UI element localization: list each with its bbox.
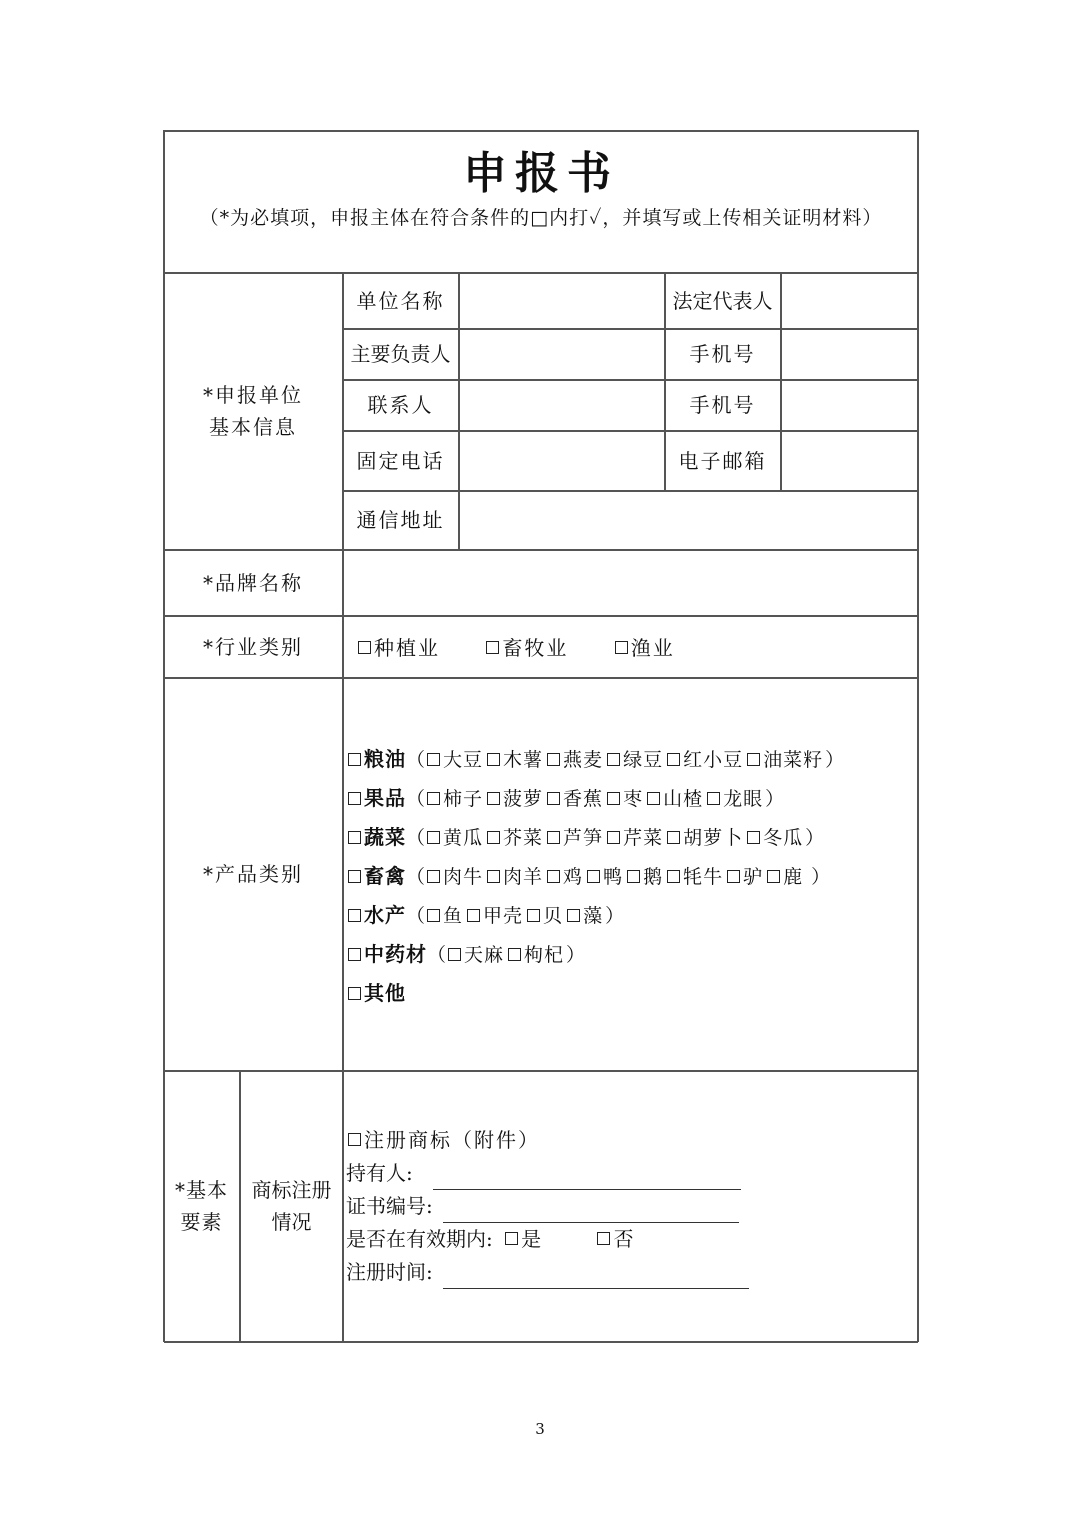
product-option[interactable] [485, 866, 543, 888]
product-option-label: 驴 [743, 866, 764, 888]
validity-yes-option[interactable]: 是 [503, 1227, 541, 1251]
checkbox-icon[interactable] [487, 792, 500, 805]
checkbox-icon[interactable] [747, 753, 760, 766]
product-option-label: 天麻 [464, 944, 505, 966]
product-option[interactable] [565, 905, 603, 927]
checkbox-icon[interactable] [567, 909, 580, 922]
basic-info-label [164, 273, 342, 549]
brand-label: *品牌名称 [203, 570, 303, 595]
product-option-label: 芦笋 [563, 827, 604, 849]
product-option[interactable] [705, 788, 763, 810]
checkbox-icon[interactable] [707, 792, 720, 805]
reg-time-input-line[interactable] [443, 1266, 749, 1289]
product-option-label: 鹅 [643, 866, 664, 888]
product-option-label: 甲壳 [483, 905, 524, 927]
close-paren: ） [805, 827, 825, 849]
checkbox-icon[interactable] [358, 641, 371, 654]
holder-input-line[interactable] [433, 1167, 741, 1190]
product-option-label: 鱼 [443, 905, 464, 927]
checkbox-icon[interactable] [348, 870, 361, 883]
product-option[interactable] [765, 866, 803, 888]
form-title: 申报书 [463, 148, 619, 199]
product-option[interactable] [545, 788, 603, 810]
validity-row: 是否在有效期内: 是 否 [346, 1227, 634, 1251]
product-option[interactable] [585, 866, 623, 888]
trademark-details [346, 1124, 749, 1289]
contact-label: 联系人 [367, 393, 434, 417]
product-option[interactable] [545, 866, 583, 888]
validity-no-option[interactable]: 否 [595, 1227, 633, 1251]
phone-label: 固定电话 [356, 448, 445, 473]
product-category-name: 中药材 [364, 942, 427, 966]
product-category-name: 其他 [364, 981, 406, 1005]
product-option[interactable] [425, 749, 483, 771]
address-label: 通信地址 [356, 508, 445, 532]
product-option[interactable] [525, 905, 563, 927]
product-option-label: 柿子 [443, 788, 484, 810]
checkbox-icon[interactable] [597, 1232, 610, 1245]
product-option[interactable] [545, 749, 603, 771]
product-option-label: 红小豆 [683, 749, 744, 771]
product-option[interactable] [625, 866, 663, 888]
checkbox-icon[interactable] [747, 831, 760, 844]
page-number: 3 [535, 1420, 545, 1438]
checkbox-icon[interactable] [607, 753, 620, 766]
checkbox-icon[interactable] [448, 948, 461, 961]
trademark-label-line2: 情况 [271, 1210, 312, 1234]
email-field[interactable] [782, 432, 916, 489]
checkbox-icon[interactable] [427, 831, 440, 844]
close-paren: ） [765, 788, 785, 810]
product-category-row [346, 818, 918, 857]
product-option-label: 山楂 [663, 788, 704, 810]
checkbox-icon[interactable] [427, 909, 440, 922]
checkbox-icon[interactable] [647, 792, 660, 805]
close-paren: ） [805, 866, 831, 888]
checkbox-icon[interactable] [587, 870, 600, 883]
product-option-label: 肉牛 [443, 866, 484, 888]
product-option[interactable] [605, 749, 663, 771]
checkbox-icon[interactable] [547, 831, 560, 844]
product-category-row [346, 779, 918, 818]
contact-field[interactable] [460, 381, 663, 429]
checkbox-icon[interactable] [487, 870, 500, 883]
mobile-label-2: 手机号 [689, 393, 756, 417]
cert-no-row: 证书编号: [346, 1190, 749, 1223]
checkbox-icon[interactable] [667, 870, 680, 883]
unit-name-field[interactable] [460, 274, 663, 327]
product-option-label: 鹿 [783, 866, 804, 888]
product-option-label: 菠萝 [503, 788, 544, 810]
checkbox-icon[interactable] [348, 909, 361, 922]
email-label: 电子邮箱 [678, 448, 767, 473]
checkbox-icon[interactable] [348, 792, 361, 805]
product-option-label: 绿豆 [623, 749, 664, 771]
open-paren: （ [406, 788, 426, 810]
checkbox-icon[interactable] [627, 870, 640, 883]
product-option-label: 牦牛 [683, 866, 724, 888]
main-person-field[interactable] [460, 330, 663, 378]
product-category-name: 水产 [364, 903, 406, 927]
close-paren: ） [605, 905, 625, 927]
product-option[interactable] [506, 944, 564, 966]
checkbox-icon[interactable] [427, 753, 440, 766]
checkbox-icon[interactable] [607, 792, 620, 805]
product-option[interactable] [545, 827, 603, 849]
checkbox-icon[interactable] [348, 831, 361, 844]
industry-option-planting[interactable]: 种植业 [356, 632, 440, 661]
checkbox-icon[interactable] [486, 641, 499, 654]
product-option-label: 鸭 [603, 866, 624, 888]
product-category-name: 畜禽 [364, 864, 406, 888]
checkbox-icon[interactable] [348, 948, 361, 961]
legal-rep-label: 法定代表人 [672, 288, 773, 313]
product-option[interactable] [446, 944, 504, 966]
table-border-bottom [164, 1341, 918, 1343]
product-category-row [346, 974, 918, 1013]
checkbox-icon[interactable] [547, 753, 560, 766]
mobile-field-1[interactable] [782, 330, 916, 378]
product-option[interactable] [745, 749, 823, 771]
trademark-label [241, 1071, 342, 1341]
checkbox-icon[interactable] [427, 792, 440, 805]
product-category-row [346, 935, 918, 974]
checkbox-icon[interactable] [607, 831, 620, 844]
checkbox-icon[interactable] [547, 870, 560, 883]
product-option-label: 龙眼 [723, 788, 764, 810]
product-option[interactable] [665, 827, 743, 849]
checkbox-icon[interactable] [487, 831, 500, 844]
checkbox-icon[interactable] [767, 870, 780, 883]
open-paren: （ [406, 905, 426, 927]
checkbox-icon[interactable] [348, 1133, 361, 1146]
unit-name-label: 单位名称 [356, 288, 445, 313]
product-option[interactable] [485, 788, 543, 810]
product-option-label: 冬瓜 [763, 827, 804, 849]
product-option[interactable] [465, 905, 523, 927]
product-option-label: 芥菜 [503, 827, 544, 849]
product-option-label: 木薯 [503, 749, 544, 771]
open-paren: （ [406, 827, 426, 849]
product-option[interactable] [665, 749, 743, 771]
holder-row: 持有人: [346, 1157, 749, 1190]
close-paren: ） [566, 944, 586, 966]
product-option[interactable] [425, 905, 463, 927]
product-category-row [346, 857, 918, 896]
product-option-label: 贝 [543, 905, 564, 927]
product-option[interactable] [665, 866, 723, 888]
registered-trademark-option[interactable]: 注册商标（附件） [346, 1124, 749, 1157]
open-paren: （ [427, 944, 447, 966]
checkbox-icon[interactable] [467, 909, 480, 922]
product-option-label: 鸡 [563, 866, 584, 888]
product-option-label: 大豆 [443, 749, 484, 771]
checkbox-icon[interactable] [667, 753, 680, 766]
elements-label-line1: *基本 [175, 1178, 228, 1202]
product-category-list [346, 740, 918, 1013]
form-instructions: （*为必填项，申报主体在符合条件的□内打✓，并填写或上传相关证明材料） [199, 207, 883, 229]
checkbox-icon[interactable] [667, 831, 680, 844]
product-option[interactable] [425, 866, 483, 888]
mobile-label-1: 手机号 [689, 342, 756, 366]
product-category-name: 粮油 [364, 747, 406, 771]
product-option-label: 燕麦 [563, 749, 604, 771]
product-option[interactable] [745, 827, 803, 849]
product-option-label: 黄瓜 [443, 827, 484, 849]
checkbox-icon[interactable] [615, 641, 628, 654]
mobile-field-2[interactable] [782, 381, 916, 429]
phone-field[interactable] [460, 432, 663, 489]
product-option-label: 枸杞 [524, 944, 565, 966]
product-option[interactable] [485, 749, 543, 771]
product-option-label: 香蕉 [563, 788, 604, 810]
product-category-name: 果品 [364, 786, 406, 810]
product-option-label: 肉羊 [503, 866, 544, 888]
product-option-label: 藻 [583, 905, 604, 927]
product-option[interactable] [645, 788, 703, 810]
address-field[interactable] [460, 492, 916, 548]
product-option-label: 胡萝卜 [683, 827, 744, 849]
main-person-label: 主要负责人 [350, 342, 451, 366]
product-option[interactable] [425, 788, 483, 810]
checkbox-icon[interactable] [508, 948, 521, 961]
legal-rep-field[interactable] [782, 274, 916, 327]
checkbox-icon[interactable] [505, 1232, 518, 1245]
product-option-label: 枣 [623, 788, 644, 810]
basic-info-label-line2: 基本信息 [209, 415, 297, 439]
product-option[interactable] [485, 827, 543, 849]
checkbox-icon[interactable] [427, 870, 440, 883]
brand-field[interactable] [344, 551, 916, 614]
product-option-label: 油菜籽 [763, 749, 824, 771]
basic-info-label-line1: *申报单位 [203, 383, 303, 407]
industry-options [356, 632, 711, 661]
trademark-label-line1: 商标注册 [251, 1178, 332, 1202]
industry-option-fishery[interactable]: 渔业 [613, 632, 675, 661]
industry-option-livestock[interactable]: 畜牧业 [484, 632, 568, 661]
table-border-right [917, 130, 919, 1342]
product-option[interactable] [725, 866, 763, 888]
product-category-row [346, 740, 918, 779]
open-paren: （ [406, 866, 426, 888]
products-label: *产品类别 [203, 862, 303, 886]
checkbox-icon[interactable] [487, 753, 500, 766]
reg-time-row: 注册时间: [346, 1256, 749, 1289]
elements-label [164, 1071, 239, 1341]
product-option-label: 芹菜 [623, 827, 664, 849]
close-paren: ） [825, 749, 845, 771]
checkbox-icon[interactable] [727, 870, 740, 883]
checkbox-icon[interactable] [348, 987, 361, 1000]
elements-label-line2: 要素 [180, 1210, 223, 1234]
product-category-row [346, 896, 918, 935]
checkbox-icon[interactable] [348, 753, 361, 766]
industry-label: *行业类别 [203, 634, 303, 659]
product-option[interactable] [605, 788, 643, 810]
product-option[interactable] [425, 827, 483, 849]
product-category-name: 蔬菜 [364, 825, 406, 849]
checkbox-icon[interactable] [527, 909, 540, 922]
open-paren: （ [406, 749, 426, 771]
table-border-top [164, 130, 918, 132]
checkbox-icon[interactable] [547, 792, 560, 805]
cert-no-input-line[interactable] [443, 1200, 739, 1223]
product-option[interactable] [605, 827, 663, 849]
